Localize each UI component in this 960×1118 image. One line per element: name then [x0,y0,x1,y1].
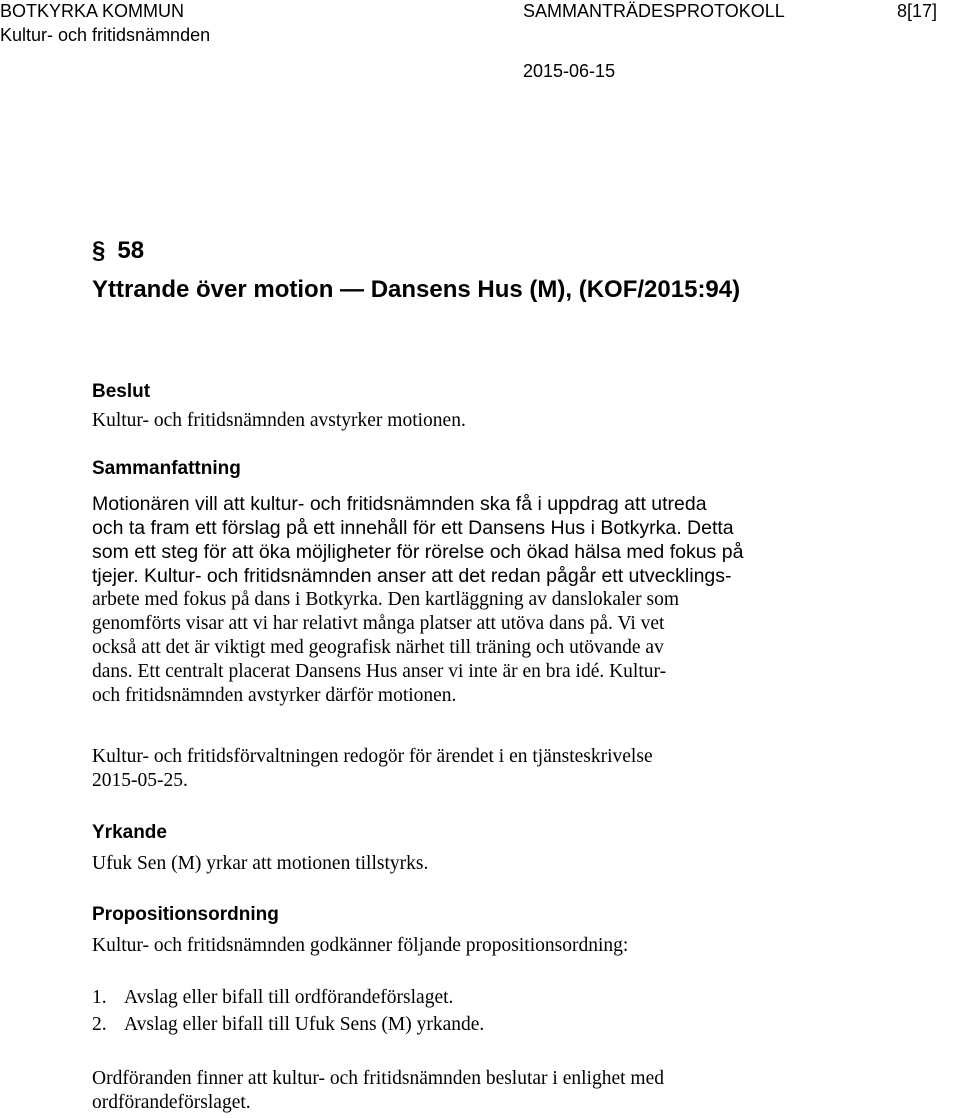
list-item-text: Avslag eller bifall till Ufuk Sens (M) yrkande. [124,1014,485,1035]
meeting-date: 2015-06-15 [523,61,616,81]
summary-line: som ett steg för att öka möjligheter för rörelse och ökad hälsa med fokus på [92,541,744,563]
item-title: Yttrande över motion — Dansens Hus (M), (KOF/2015:94) [92,276,741,303]
list-item [92,986,484,1010]
summary-line: också att det är viktigt med geografisk närhet till träning och utövande av [92,637,664,658]
sammanfattning-paragraph [92,492,743,708]
list-item-number: 1. [92,987,107,1008]
followup-line: Kultur- och fritidsförvaltningen redogör för ärendet i en tjänsteskrivelse [92,746,653,767]
summary-line: och fritidsnämnden avstyrker därför motionen. [92,685,457,706]
propositionsordning-list [92,986,484,1037]
document-type: SAMMANTRÄDESPROTOKOLL [523,1,785,21]
sammanfattning-heading: Sammanfattning [92,458,241,479]
list-item [92,1013,484,1037]
summary-line: arbete med fokus på dans i Botkyrka. Den kartläggning av danslokaler som [92,589,680,610]
summary-line: genomförts visar att vi har relativt många platser att utöva dans på. Vi vet [92,613,665,634]
followup-paragraph [92,745,653,793]
propositionsordning-intro: Kultur- och fritidsnämnden godkänner följande propositionsordning: [92,935,629,956]
page-number: 8[17] [897,1,938,21]
summary-line: och ta fram ett förslag på ett innehåll för ett Dansens Hus i Botkyrka. Detta [92,517,734,539]
propositionsordning-heading: Propositionsordning [92,904,279,925]
committee-name: Kultur- och fritidsnämnden [0,25,211,45]
yrkande-heading: Yrkande [92,822,167,843]
beslut-text: Kultur- och fritidsnämnden avstyrker motionen. [92,410,466,431]
item-number [92,236,144,266]
item-number-value: 58 [117,237,145,264]
conclusion-line: ordförandeförslaget. [92,1092,251,1113]
section-sign: § [92,237,106,264]
summary-line: tjejer. Kultur- och fritidsnämnden anser att det redan pågår ett utvecklings- [92,565,732,587]
list-item-text: Avslag eller bifall till ordförandeförslaget. [124,987,454,1008]
summary-line: Motionären vill att kultur- och fritidsnämnden ska få i uppdrag att utreda [92,493,707,515]
yrkande-text: Ufuk Sen (M) yrkar att motionen tillstyrks. [92,853,429,874]
org-name: BOTKYRKA KOMMUN [0,1,185,21]
beslut-heading: Beslut [92,381,151,402]
list-item-number: 2. [92,1014,107,1035]
conclusion-paragraph [92,1067,664,1115]
followup-line: 2015-05-25. [92,770,188,791]
conclusion-line: Ordföranden finner att kultur- och fritidsnämnden beslutar i enlighet med [92,1068,664,1089]
summary-line: dans. Ett centralt placerat Dansens Hus anser vi inte är en bra idé. Kultur- [92,661,667,682]
